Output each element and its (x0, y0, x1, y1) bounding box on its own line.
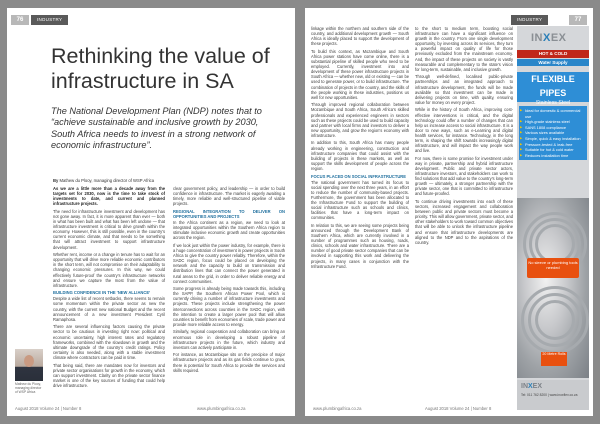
lead-paragraph: As we are a little more than a decade away from the targets set for 2030, now is the time to take stock of investments to date, and current and planned infrastructure projects. (53, 186, 165, 207)
advert-promo: No sleeve or plumbing tools needed (527, 258, 579, 278)
author-portrait (15, 349, 43, 381)
portrait-caption: Mathew du Plooy, managing director of WSP Africa (15, 382, 42, 394)
right-page (305, 8, 593, 416)
subheading: REGIONAL INTEGRATION TO DELIVER ON OPPORTUNITIES AND PROJECTS (173, 208, 285, 219)
advert-footer (517, 380, 589, 410)
paragraph: The need for infrastructure investment and development has not gone away. In fact, it is more apparent than ever — both in what has been built and what has been left undone — that infrastructure investment is critical to drive growth within the economy. However, this is still possible, even in the country’s current economic climate, and that needs to be something that will attract investment to support infrastructure development. (53, 208, 165, 250)
paragraph: Some progress is already being made towards this, including the SAPP, the Southern African Power Pool, which is currently driving a number of infrastructure investments and projects. These projects include strengthening the power interconnections across countries in the SADC region, with the intention to create a larger power pool that will allow countries to benefit from economies of scale, trade power and provide more reliable access to energy. (173, 286, 285, 327)
advertisement[interactable] (517, 26, 589, 410)
subheading: FOCUS PLACED ON SOCIAL INFRASTRUCTURE (311, 173, 406, 179)
advert-feature-item: ▶ Pressure-tested & leak-free (519, 142, 587, 148)
left-column-2 (173, 186, 285, 375)
paragraph: Despite a wide list of recent setbacks, there seems to remain some momentum within the private sector as new the country, with the current new national Budget and the recent announcement of a new investment President Cyril Ramaphosa. (53, 296, 165, 322)
paragraph: In the Africa continent as a region, we need to look at integrated opportunities within the Southern Africa region to stimulate inclusive economic growth and create opportunities across the region. (173, 220, 285, 241)
paragraph: clear government policy, and leadership — in order to build confidence in infrastructure. The market is eagerly awaiting a timely, more reliable and well-structured pipeline of viable projects. (173, 186, 285, 207)
footer-url: www.plumbingafrica.co.za (197, 406, 246, 411)
paragraph: To build this context, as Mozambique and South Africa power stations have come online, there is a substantial pipeline of skilled people who need to be employed. Currently, investment into and development of these power infrastructure projects in South Africa — whether new, old or existing — can be used to generate power, or to build infrastructure. The combination of projects in the country, and the skills of the people working in these industries, positions us well for new opportunities. (311, 48, 409, 100)
advert-feature-item: ▶ Simple, quick & easy installation (519, 136, 587, 142)
right-column-2 (415, 26, 513, 247)
article-title: Rethinking the value of infrastructure in SA (51, 44, 270, 93)
page-number: 77 (569, 15, 587, 25)
section-label: INDUSTRY (511, 15, 548, 25)
footer-url: www.plumbingafrica.co.za (313, 406, 362, 411)
paragraph: There are several influencing factors causing the private sector to be cautious in investing right now: political and economic uncertainty, high interest rates and regulatory frameworks, combined with the slowdown in growth and the ultimate downgrade of the country’s credit ratings. Policy certainty is also needed, along with a stable investment climate where contractors can be paid in time. (53, 324, 165, 360)
advert-feature-list (519, 106, 587, 160)
advert-feature-item: ▶ High-grade stainless steel (519, 119, 587, 125)
article-standfirst: The National Development Plan (NDP) notes that to “achieve sustainable and inclusive growth by 2030, South Africa needs to invest in a strong network of economic infrastructure”. (51, 106, 262, 151)
advert-feature-item: ▶ Various sizes available (519, 130, 587, 136)
page-number: 76 (11, 15, 29, 25)
paragraph: If we look just within the power industry, for example, there is a huge concentration of investment in power projects in South Africa to give the country power reliably. Therefore, within the SADC region, focus could be placed on developing the network and the capacity to build on transmission and distribution lines that can connect the power generated in rural areas to the grid, in order to deliver reliable energy and connect communities. (173, 242, 285, 284)
advert-hot-cold-band: HOT & COLD (517, 50, 589, 58)
advert-flex-title: FLEXIBLE PIPES (531, 74, 575, 98)
hose-coil-image (517, 198, 589, 378)
advert-product-title (517, 72, 589, 106)
paragraph: In addition to this, South Africa has many people already working in engineering, construction and infrastructure companies that could assist with the building of projects in these markets, as well as support the skills development of people across the region. (311, 140, 409, 171)
paragraph: to the short to medium term, boosting social infrastructure can have a significant influence on growth in the country. From one single development opportunity, by investing across its services, they turn a powerful impact on quality of life for those previously excluded from the mainstream economy. And, the impact of these projects on society is vastly measurable and complementary to the state’s vision for long-term, sustainable, and inclusive growth. (415, 26, 513, 72)
advert-feature-item: ▶ Ideal for domestic & commercial use (519, 108, 587, 119)
advert-feature-item: ▶ SANS 1808 compliance (519, 125, 587, 131)
advert-water-supply-band: Water Supply (517, 59, 589, 66)
byline-prefix: By (53, 178, 59, 183)
advert-feature-item: ▶ Reduces installation time (519, 153, 587, 159)
paragraph: Through well-defined, localised public-private partnerships and an integrated approach to infrastructure development, the funds will be made available so that investment can be made in delivering projects on time, with quality, ensuring value for money on every project. (415, 74, 513, 105)
advert-feature-item: ▶ Suitable for hot & cold water (519, 147, 587, 153)
paragraph: Whether rent, income or a change in tenure has to wait for an opportunity that will drive more reliable economic contributors in the short term, will not compromise on their adaptability to changing economic pressures. In this way, we could effectively future-proof the country’s infrastructure networks and ensure we capture the most from the value of infrastructure. (53, 252, 165, 288)
section-label: INDUSTRY MATTERS (31, 15, 68, 25)
paragraph: For now, there is some promise for investment under way in private, partnership and hybrid infrastructure development. Public and private sector actors, infrastructure investors, and stakeholders can work to find solutions that add value to the country’s long-term growth — ultimately, a stronger partnership with the private sector, one that is committed to infrastructure and future-proofed. (415, 155, 514, 197)
advert-footer-logo: INXEX (521, 383, 543, 390)
paragraph: Through improved regional collaboration between Mozambique and South Africa, South Africa’s skilled professionals and experienced engineers in sectors such as these projects could be used to build capacity and partner with local firms and investors to deliver a new opportunity, and grow the region’s economy with infrastructure. (311, 102, 409, 138)
subheading: BUILDING CONFIDENCE IN THE ‘NEW ALLIANCE’ (53, 290, 151, 296)
advert-logo: INXEX (531, 32, 567, 44)
left-page (7, 8, 295, 416)
footer-issue: August 2018 Volume 24 | Number 8 (425, 406, 492, 411)
advert-contact: Tel: 011 762 8200 | www.inoxflex.co.za (521, 393, 578, 397)
paragraph: That being said, there are mandates now for investors and private sector organisations for growth in the economy, which can support investment. Clarity on the private sector finance market is one of the key sources of funding that could help drive infrastructure. (53, 362, 165, 388)
advert-flex-sub: Stainless Steel (535, 100, 571, 106)
left-column-1 (53, 186, 165, 390)
paragraph: For instance, as Mozambique sits on the precipice of major infrastructure projects and as its gas fields continue to grow, there is potential for South Africa to provide the services and skills required. (173, 352, 285, 373)
byline (53, 178, 285, 183)
byline-author: Mathew du Plooy, managing director of WSP Africa (59, 178, 155, 183)
footer-issue: August 2018 Volume 24 | Number 8 (15, 406, 82, 411)
paragraph: In relation to this, we are seeing some projects being announced through the Development Bank of Southern Africa, which are currently involved in a number of programmes such as housing, roads, clinics, schools and water infrastructure. There are a number of good private sector companies that can be involved in supporting this work and delivering the projects, in many cases in conjunction with the Infrastructure Fund. (311, 222, 409, 269)
paragraph: linkage within the northern and southern side of the country, and additional development growth — South Africa is ideally placed to support the development of these projects. (311, 26, 409, 47)
paragraph: Similarly, regional cooperation and collaboration can bring an enormous role in developing a robust pipeline of infrastructure projects in the future, which industry and investors can actively participate in. (173, 329, 285, 350)
paragraph: The national government has turned its focus to social spending over the next three years, in an effort to reduce the number of community-based projects. Furthermore, the government has been allocated to the Infrastructure Fund to support the building of social infrastructure such as schools and clinics, facilities that have a long-term impact on communities. (311, 179, 409, 221)
advert-badge: 20 Metre Rolls (541, 352, 567, 366)
paragraph: To continue driving investments into each of these sectors, increased engagement and collaboration between public and private sectors must become a priority. This will allow government, private sector, and other stakeholders to work toward common objectives that will be able to unlock the infrastructure pipeline and ensure that infrastructure developments are aligned to the NDP and to the aspirations of the country. (415, 199, 513, 245)
right-column-1 (311, 26, 409, 271)
paragraph: While in the history of South Africa, improving cost-effective interventions is critical, and the digital technology could offer a number of changes that can help us increase access to social infrastructure. It is a door to new ways, such as e-Learning and digital health services, for instance. Technology, in the long term, is shaping the shift towards increasingly digital infrastructure, and will impact the way people work and live. (415, 107, 513, 154)
